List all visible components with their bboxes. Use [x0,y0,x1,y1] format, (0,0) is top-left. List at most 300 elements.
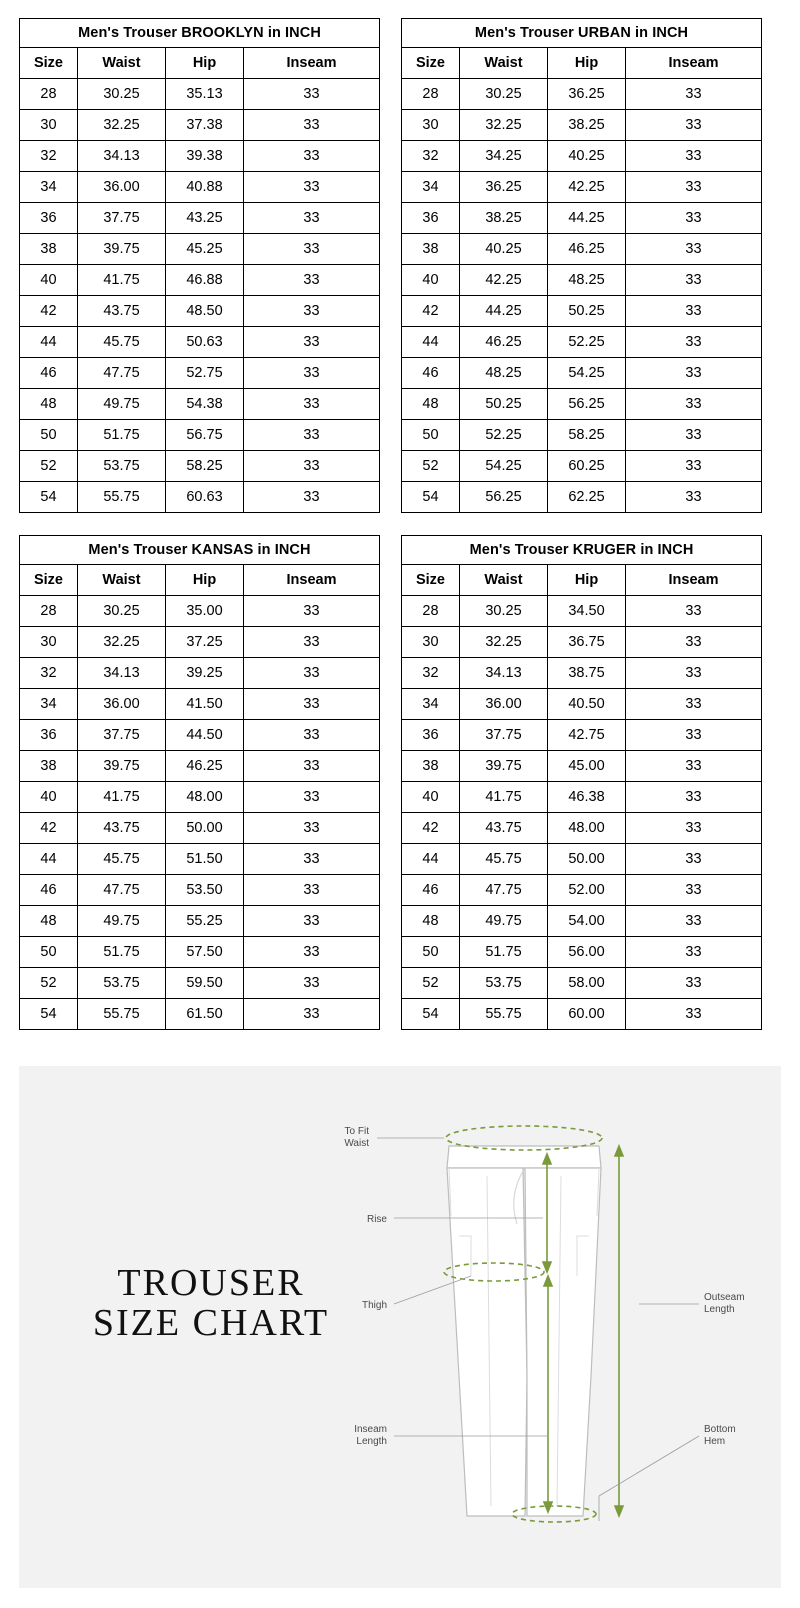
cell-inseam: 33 [244,389,380,420]
cell-hip: 60.25 [548,451,626,482]
cell-inseam: 33 [626,110,762,141]
label-outseam-line1: Outseam [704,1292,745,1303]
cell-waist: 32.25 [460,110,548,141]
cell-inseam: 33 [626,482,762,513]
cell-hip: 55.25 [166,906,244,937]
column-header-inseam: Inseam [626,48,762,79]
cell-size: 30 [402,627,460,658]
cell-waist: 37.75 [78,203,166,234]
cell-inseam: 33 [244,782,380,813]
cell-size: 28 [20,79,78,110]
table-row [20,265,380,296]
table-row [20,358,380,389]
cell-size: 48 [402,906,460,937]
column-header-size: Size [402,48,460,79]
cell-size: 54 [20,482,78,513]
cell-size: 44 [20,327,78,358]
cell-size: 48 [20,906,78,937]
cell-waist: 47.75 [78,875,166,906]
cell-inseam: 33 [244,906,380,937]
table-row [20,999,380,1030]
table-row [20,906,380,937]
cell-inseam: 33 [626,937,762,968]
table-header-row [20,565,380,596]
cell-inseam: 33 [244,720,380,751]
cell-hip: 54.38 [166,389,244,420]
cell-hip: 46.25 [548,234,626,265]
cell-hip: 50.00 [548,844,626,875]
cell-hip: 48.50 [166,296,244,327]
chart-title-line-1: TROUSER [117,1262,305,1304]
table-row [20,937,380,968]
cell-hip: 57.50 [166,937,244,968]
cell-size: 36 [402,203,460,234]
cell-inseam: 33 [244,689,380,720]
cell-inseam: 33 [244,296,380,327]
cell-hip: 42.25 [548,172,626,203]
cell-size: 34 [402,689,460,720]
cell-inseam: 33 [626,265,762,296]
cell-waist: 45.75 [78,327,166,358]
size-table-kruger [401,535,762,1030]
cell-waist: 40.25 [460,234,548,265]
cell-inseam: 33 [244,265,380,296]
cell-waist: 38.25 [460,203,548,234]
cell-hip: 41.50 [166,689,244,720]
cell-size: 36 [20,203,78,234]
table-caption: Men's Trouser KANSAS in INCH [19,535,380,564]
cell-hip: 58.00 [548,968,626,999]
cell-size: 46 [402,875,460,906]
cell-inseam: 33 [244,813,380,844]
cell-waist: 52.25 [460,420,548,451]
cell-hip: 35.13 [166,79,244,110]
label-to-fit-waist-line2: Waist [344,1138,369,1149]
cell-hip: 40.88 [166,172,244,203]
cell-hip: 62.25 [548,482,626,513]
cell-waist: 34.13 [78,658,166,689]
cell-inseam: 33 [626,875,762,906]
cell-size: 40 [402,782,460,813]
cell-inseam: 33 [626,968,762,999]
cell-inseam: 33 [244,482,380,513]
cell-inseam: 33 [626,79,762,110]
cell-size: 50 [20,420,78,451]
cell-inseam: 33 [626,844,762,875]
table-row [20,813,380,844]
cell-size: 34 [20,172,78,203]
cell-inseam: 33 [244,627,380,658]
cell-waist: 49.75 [78,389,166,420]
cell-size: 44 [20,844,78,875]
column-header-hip: Hip [166,565,244,596]
cell-hip: 54.25 [548,358,626,389]
cell-inseam: 33 [626,420,762,451]
cell-waist: 51.75 [78,420,166,451]
cell-waist: 41.75 [460,782,548,813]
cell-inseam: 33 [626,627,762,658]
cell-hip: 44.50 [166,720,244,751]
table-row [402,234,762,265]
cell-size: 38 [402,751,460,782]
cell-waist: 32.25 [460,627,548,658]
table-row [402,658,762,689]
cell-hip: 46.88 [166,265,244,296]
cell-hip: 51.50 [166,844,244,875]
cell-hip: 54.00 [548,906,626,937]
cell-size: 50 [402,420,460,451]
cell-size: 28 [402,79,460,110]
cell-inseam: 33 [244,172,380,203]
cell-waist: 55.75 [78,482,166,513]
cell-hip: 36.25 [548,79,626,110]
cell-size: 54 [20,999,78,1030]
cell-size: 36 [20,720,78,751]
cell-inseam: 33 [626,751,762,782]
table-row [20,689,380,720]
cell-inseam: 33 [244,596,380,627]
cell-inseam: 33 [244,451,380,482]
cell-hip: 44.25 [548,203,626,234]
cell-hip: 52.00 [548,875,626,906]
cell-waist: 36.00 [78,689,166,720]
cell-hip: 38.75 [548,658,626,689]
trouser-diagram [299,1076,769,1576]
table-row [20,968,380,999]
cell-hip: 37.38 [166,110,244,141]
table-row [402,627,762,658]
column-header-hip: Hip [548,48,626,79]
table-row [402,751,762,782]
cell-waist: 36.00 [78,172,166,203]
cell-waist: 51.75 [460,937,548,968]
table-row [20,296,380,327]
cell-inseam: 33 [626,658,762,689]
cell-size: 42 [20,813,78,844]
cell-hip: 58.25 [166,451,244,482]
cell-waist: 54.25 [460,451,548,482]
cell-inseam: 33 [244,968,380,999]
table-row [20,420,380,451]
cell-size: 28 [20,596,78,627]
cell-hip: 56.00 [548,937,626,968]
table-caption: Men's Trouser BROOKLYN in INCH [19,18,380,47]
cell-inseam: 33 [244,875,380,906]
cell-inseam: 33 [626,296,762,327]
cell-waist: 51.75 [78,937,166,968]
table-header-row [20,48,380,79]
cell-hip: 39.38 [166,141,244,172]
cell-size: 52 [20,451,78,482]
cell-hip: 38.25 [548,110,626,141]
table-row [402,906,762,937]
cell-waist: 53.75 [78,451,166,482]
cell-inseam: 33 [626,327,762,358]
cell-waist: 46.25 [460,327,548,358]
cell-waist: 47.75 [78,358,166,389]
table-row [402,813,762,844]
table-row [402,782,762,813]
cell-inseam: 33 [244,999,380,1030]
cell-hip: 40.25 [548,141,626,172]
cell-inseam: 33 [244,844,380,875]
table-row [20,844,380,875]
column-header-hip: Hip [548,565,626,596]
cell-hip: 39.25 [166,658,244,689]
table-row [20,875,380,906]
cell-size: 46 [20,875,78,906]
table-row [402,451,762,482]
cell-inseam: 33 [626,720,762,751]
table-row [402,596,762,627]
cell-hip: 48.00 [548,813,626,844]
cell-hip: 50.00 [166,813,244,844]
column-header-waist: Waist [460,565,548,596]
cell-inseam: 33 [626,234,762,265]
cell-inseam: 33 [244,141,380,172]
cell-waist: 47.75 [460,875,548,906]
cell-waist: 53.75 [78,968,166,999]
cell-waist: 48.25 [460,358,548,389]
label-bottom-line1: Bottom [704,1424,736,1435]
cell-size: 30 [402,110,460,141]
label-to-fit-waist-line1: To Fit [344,1126,369,1137]
table-row [402,172,762,203]
cell-inseam: 33 [244,751,380,782]
column-header-hip: Hip [166,48,244,79]
table-row [20,451,380,482]
cell-hip: 45.00 [548,751,626,782]
cell-size: 48 [20,389,78,420]
cell-waist: 34.13 [78,141,166,172]
size-table-brooklyn [19,18,380,513]
table-row [402,141,762,172]
table-row [402,327,762,358]
cell-waist: 53.75 [460,968,548,999]
cell-size: 46 [402,358,460,389]
cell-waist: 55.75 [78,999,166,1030]
cell-hip: 40.50 [548,689,626,720]
cell-size: 34 [20,689,78,720]
cell-size: 38 [402,234,460,265]
trouser-illustration-panel [19,1066,781,1588]
cell-size: 34 [402,172,460,203]
cell-waist: 32.25 [78,110,166,141]
cell-waist: 45.75 [78,844,166,875]
cell-waist: 43.75 [460,813,548,844]
cell-hip: 34.50 [548,596,626,627]
cell-size: 54 [402,482,460,513]
size-table-kansas [19,535,380,1030]
cell-inseam: 33 [244,420,380,451]
cell-size: 32 [402,141,460,172]
cell-waist: 39.75 [460,751,548,782]
cell-waist: 30.25 [78,596,166,627]
table-row [402,999,762,1030]
cell-size: 30 [20,627,78,658]
cell-size: 30 [20,110,78,141]
chart-title-line-2: SIZE CHART [92,1301,330,1344]
cell-inseam: 33 [244,358,380,389]
cell-hip: 60.00 [548,999,626,1030]
cell-size: 54 [402,999,460,1030]
cell-waist: 37.75 [78,720,166,751]
table-header-row [402,48,762,79]
table-row [20,627,380,658]
table-row [402,937,762,968]
table-row [20,203,380,234]
cell-hip: 53.50 [166,875,244,906]
table-row [20,141,380,172]
table-row [402,482,762,513]
cell-hip: 37.25 [166,627,244,658]
size-table-urban [401,18,762,513]
cell-hip: 48.25 [548,265,626,296]
bottom-leader [599,1436,699,1496]
cell-size: 40 [402,265,460,296]
table-row [20,172,380,203]
cell-inseam: 33 [244,110,380,141]
cell-inseam: 33 [626,358,762,389]
cell-inseam: 33 [244,203,380,234]
column-header-size: Size [402,565,460,596]
cell-size: 52 [20,968,78,999]
column-header-size: Size [20,565,78,596]
table-row [20,482,380,513]
cell-size: 36 [402,720,460,751]
cell-inseam: 33 [244,327,380,358]
cell-hip: 50.63 [166,327,244,358]
table-row [20,720,380,751]
cell-size: 32 [20,141,78,172]
cell-size: 40 [20,265,78,296]
cell-waist: 30.25 [78,79,166,110]
table-row [402,358,762,389]
cell-waist: 50.25 [460,389,548,420]
table-row [20,389,380,420]
cell-waist: 36.25 [460,172,548,203]
label-inseam-line1: Inseam [354,1424,387,1435]
cell-size: 40 [20,782,78,813]
cell-waist: 56.25 [460,482,548,513]
table-row [20,110,380,141]
cell-inseam: 33 [626,906,762,937]
cell-inseam: 33 [626,172,762,203]
cell-inseam: 33 [626,689,762,720]
cell-inseam: 33 [244,79,380,110]
cell-waist: 49.75 [460,906,548,937]
cell-hip: 36.75 [548,627,626,658]
cell-hip: 35.00 [166,596,244,627]
cell-size: 38 [20,234,78,265]
cell-inseam: 33 [626,813,762,844]
cell-size: 28 [402,596,460,627]
cell-inseam: 33 [244,658,380,689]
cell-size: 50 [402,937,460,968]
column-header-waist: Waist [460,48,548,79]
label-bottom-line2: Hem [704,1436,726,1447]
label-outseam-line2: Length [704,1304,735,1315]
cell-waist: 42.25 [460,265,548,296]
cell-waist: 49.75 [78,906,166,937]
table-caption: Men's Trouser KRUGER in INCH [401,535,762,564]
table-row [20,596,380,627]
cell-inseam: 33 [626,596,762,627]
table-row [402,203,762,234]
table-row [402,296,762,327]
cell-hip: 45.25 [166,234,244,265]
cell-hip: 52.25 [548,327,626,358]
cell-inseam: 33 [626,203,762,234]
cell-size: 48 [402,389,460,420]
table-row [20,234,380,265]
cell-inseam: 33 [626,999,762,1030]
cell-hip: 46.38 [548,782,626,813]
column-header-waist: Waist [78,565,166,596]
column-header-waist: Waist [78,48,166,79]
column-header-inseam: Inseam [244,565,380,596]
cell-waist: 41.75 [78,782,166,813]
cell-hip: 43.25 [166,203,244,234]
cell-hip: 42.75 [548,720,626,751]
cell-waist: 43.75 [78,296,166,327]
cell-hip: 56.75 [166,420,244,451]
cell-hip: 50.25 [548,296,626,327]
table-row [402,844,762,875]
cell-size: 32 [402,658,460,689]
cell-waist: 30.25 [460,596,548,627]
table-row [20,782,380,813]
cell-inseam: 33 [244,937,380,968]
cell-waist: 32.25 [78,627,166,658]
column-header-inseam: Inseam [626,565,762,596]
cell-waist: 43.75 [78,813,166,844]
cell-waist: 39.75 [78,751,166,782]
cell-waist: 45.75 [460,844,548,875]
cell-waist: 34.25 [460,141,548,172]
cell-inseam: 33 [244,234,380,265]
table-row [402,389,762,420]
cell-inseam: 33 [626,389,762,420]
cell-hip: 58.25 [548,420,626,451]
cell-size: 46 [20,358,78,389]
table-row [402,79,762,110]
cell-hip: 60.63 [166,482,244,513]
cell-inseam: 33 [626,141,762,172]
cell-waist: 55.75 [460,999,548,1030]
label-thigh: Thigh [361,1300,387,1311]
table-row [402,689,762,720]
table-header-row [402,565,762,596]
cell-size: 38 [20,751,78,782]
table-row [20,751,380,782]
cell-waist: 34.13 [460,658,548,689]
table-row [402,420,762,451]
table-row [402,110,762,141]
cell-size: 42 [402,296,460,327]
cell-size: 44 [402,327,460,358]
cell-size: 42 [402,813,460,844]
cell-hip: 46.25 [166,751,244,782]
cell-hip: 56.25 [548,389,626,420]
cell-size: 32 [20,658,78,689]
label-inseam-line2: Length [356,1436,387,1447]
cell-size: 52 [402,451,460,482]
label-rise: Rise [366,1214,387,1225]
table-row [20,327,380,358]
cell-size: 50 [20,937,78,968]
cell-waist: 30.25 [460,79,548,110]
